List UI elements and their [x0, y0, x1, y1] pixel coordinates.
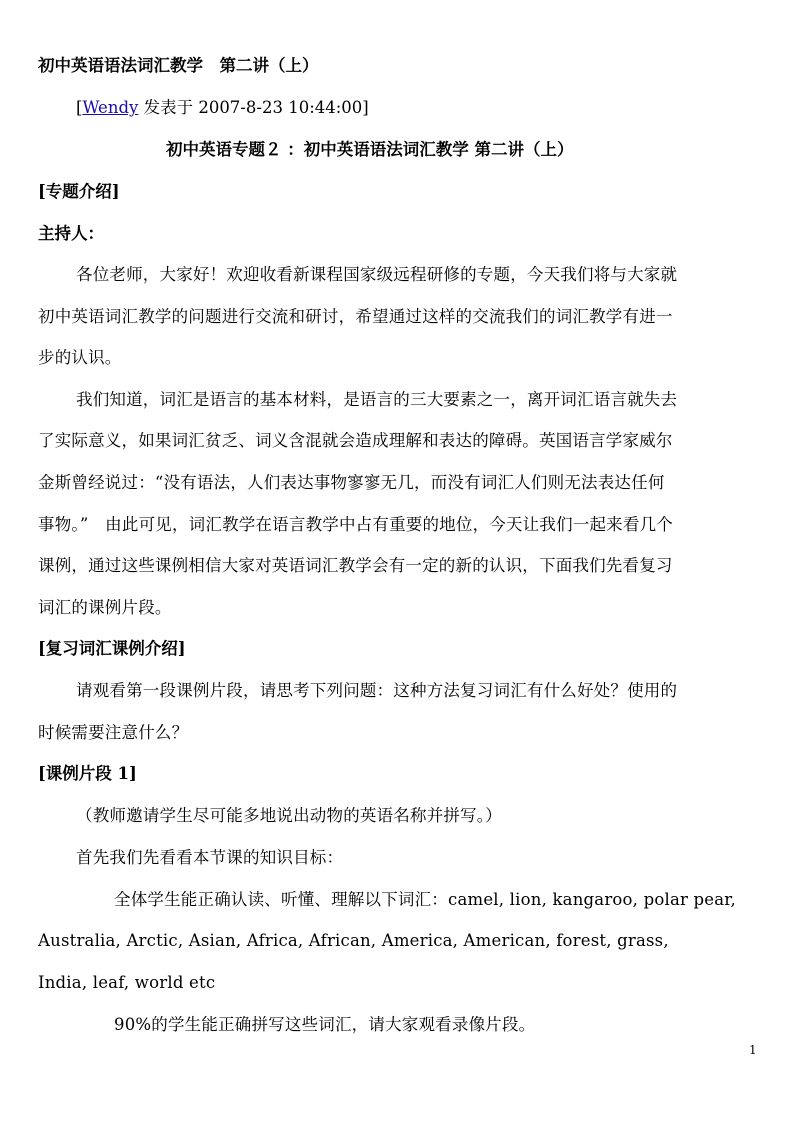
section-heading-segment: [课例片段 1]: [38, 764, 137, 783]
paragraph-line: 我们知道，词汇是语言的基本材料，是语言的三大要素之一，离开词汇语言就失去: [76, 390, 678, 409]
paragraph-line: 了实际意义，如果词汇贫乏、词义含混就会造成理解和表达的障碍。英国语言学家威尔: [38, 431, 673, 450]
paragraph-line: 金斯曾经说过：“没有语法，人们表达事物寥寥无几，而没有词汇人们则无法表达任何: [38, 473, 665, 492]
paragraph-line: 时候需要注意什么？: [38, 723, 189, 742]
document-subtitle: 初中英语专题２ ：初中英语语法词汇教学 第二讲（上）: [166, 140, 574, 159]
paragraph-line: 请观看第一段课例片段，请思考下列问题：这种方法复习词汇有什么好处？使用的: [76, 681, 678, 700]
page-number: 1: [749, 1043, 757, 1057]
paragraph-line: （教师邀请学生尽可能多地说出动物的英语名称并拼写。）: [76, 806, 502, 825]
paragraph-line: 全体学生能正确认读、听懂、理解以下词汇：camel, lion, kangaroo, polar pear,: [114, 890, 736, 909]
post-meta: [76, 96, 369, 120]
paragraph-line: Australia, Arctic, Asian, Africa, African, America, American, forest, grass,: [38, 931, 669, 950]
paragraph-line: 步的认识。: [38, 348, 122, 367]
author-link[interactable]: Wendy: [82, 98, 139, 117]
paragraph-line: 事物。” 由此可见，词汇教学在语言教学中占有重要的地位，今天让我们一起来看几个: [38, 515, 673, 534]
paragraph-line: 课例，通过这些课例相信大家对英语词汇教学会有一定的新的认识，下面我们先看复习: [38, 556, 673, 575]
section-heading-review: [复习词汇课例介绍]: [38, 639, 186, 658]
paragraph-line: India, leaf, world etc: [38, 973, 216, 992]
host-label: 主持人：: [38, 224, 104, 243]
document-title: 初中英语语法词汇教学 第二讲（上）: [38, 56, 319, 75]
paragraph-line: 词汇的课例片段。: [38, 598, 172, 617]
section-heading-intro: [专题介绍]: [38, 182, 120, 201]
paragraph-line: 首先我们先看看本节课的知识目标：: [76, 848, 344, 867]
meta-date: 发表于 2007-8-23 10:44:00]: [138, 98, 369, 117]
meta-bracket: [: [76, 98, 83, 117]
paragraph-line: 初中英语词汇教学的问题进行交流和研讨，希望通过这样的交流我们的词汇教学有进一: [38, 307, 673, 326]
paragraph-line: 90%的学生能正确拼写这些词汇，请大家观看录像片段。: [114, 1015, 536, 1034]
paragraph-line: 各位老师，大家好！欢迎收看新课程国家级远程研修的专题，今天我们将与大家就: [76, 265, 678, 284]
